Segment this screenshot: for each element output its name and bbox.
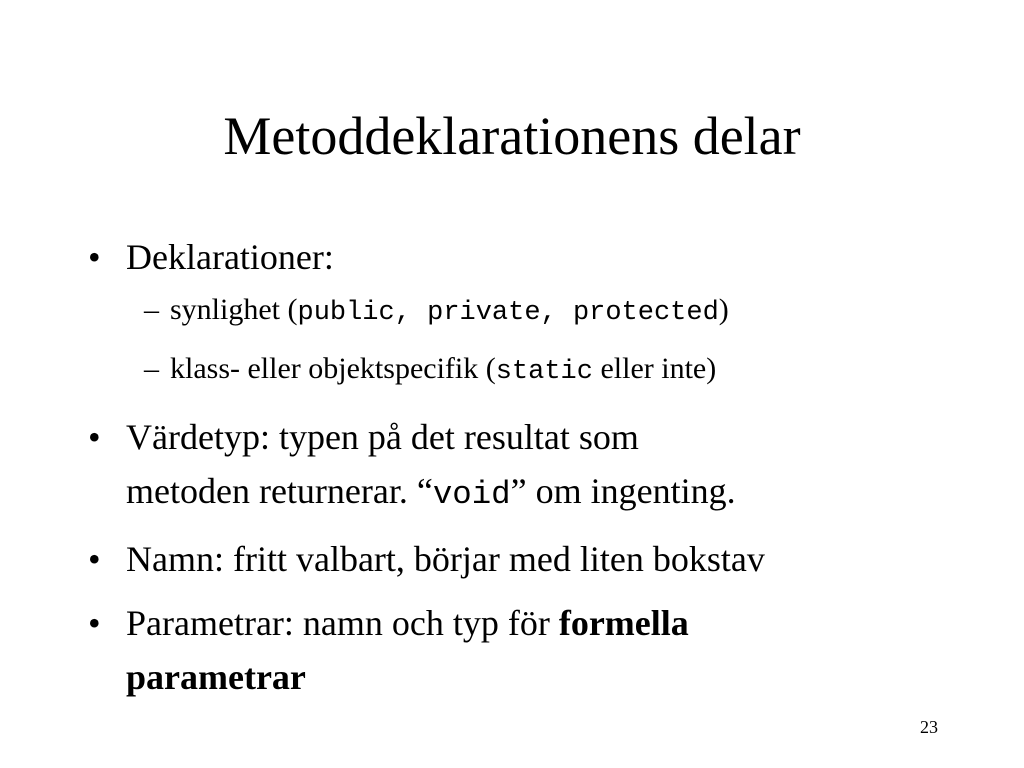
bullet-symbol: •: [88, 539, 101, 579]
code-separator: ,: [394, 298, 428, 328]
sub-bullet-item: [88, 290, 968, 333]
code-text: static: [495, 357, 593, 387]
bullet-symbol: •: [88, 603, 101, 643]
sub-bullet-item: [88, 349, 968, 392]
bullet-symbol: •: [88, 237, 101, 277]
sub-text: synlighet (: [170, 293, 298, 326]
code-text: protected: [572, 298, 719, 328]
bullet-text-line: [126, 596, 968, 650]
bullet-item: [88, 410, 968, 522]
bullet-text-line: [126, 464, 968, 522]
code-text: private: [427, 298, 541, 328]
bullet-text-line: Värdetyp: typen på det resultat som: [126, 417, 639, 457]
bullet-text: Parametrar: namn och typ för: [126, 603, 559, 643]
bullet-item: [88, 532, 968, 586]
code-text: public: [297, 298, 395, 328]
bullet-text: metoden returnerar. “: [126, 471, 433, 511]
dash-symbol: –: [144, 352, 159, 385]
dash-symbol: –: [144, 293, 159, 326]
code-text: void: [432, 476, 511, 513]
bullet-symbol: •: [88, 417, 101, 457]
slide-title: Metoddeklarationens delar: [223, 106, 801, 166]
sub-text: klass- eller objektspecifik (: [170, 352, 496, 385]
bullet-text: Namn: fritt valbart, börjar med liten bokstav: [126, 539, 765, 579]
code-separator: ,: [540, 298, 573, 328]
bold-term: parametrar: [126, 657, 306, 697]
sub-text: ): [718, 293, 729, 326]
bullet-text: ” om ingenting.: [510, 471, 736, 511]
bullet-text: Deklarationer:: [126, 237, 334, 277]
bold-term: formella: [558, 603, 689, 643]
page-number: 23: [920, 717, 938, 737]
bullet-item: [88, 596, 968, 704]
slide-body: [88, 230, 968, 704]
bullet-item: [88, 230, 968, 284]
sub-text: eller inte): [592, 352, 717, 385]
